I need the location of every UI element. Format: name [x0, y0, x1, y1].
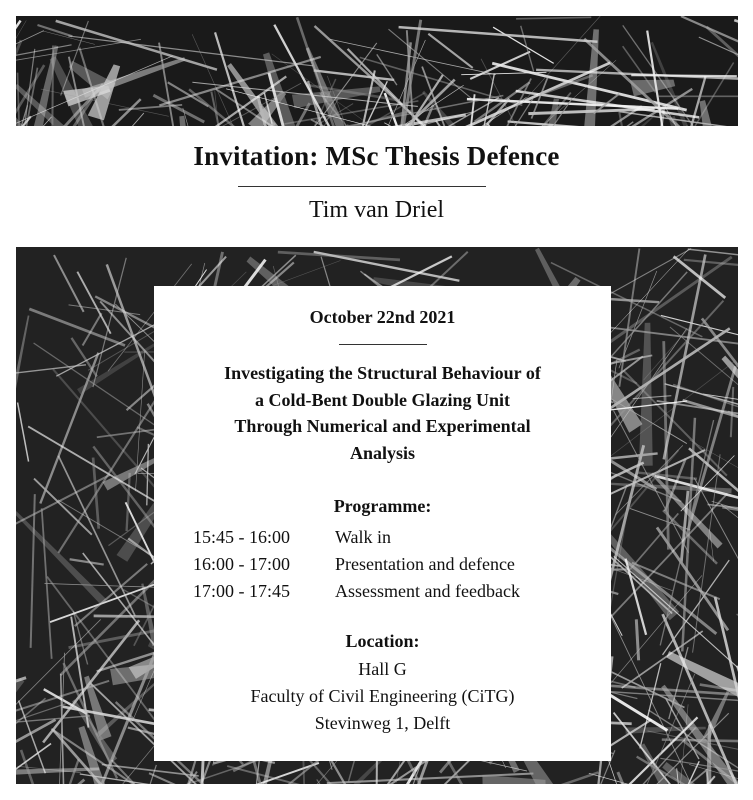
- thesis-title-line: Analysis: [349, 442, 416, 463]
- thesis-title-line: a Cold-Bent Double Glazing Unit: [254, 389, 511, 410]
- date-divider: [339, 344, 427, 345]
- defence-date: October 22nd 2021: [309, 307, 456, 327]
- invitation-card: [154, 286, 611, 761]
- programme-activity: Walk in: [335, 527, 392, 547]
- location-line: Stevinweg 1, Delft: [314, 713, 451, 733]
- location-line: Faculty of Civil Engineering (CiTG): [250, 686, 515, 706]
- top-banner-image: [16, 16, 738, 126]
- programme-activity: Presentation and defence: [335, 554, 515, 574]
- programme-item: [193, 551, 593, 578]
- programme-item: [193, 524, 593, 551]
- programme-time: 16:00 - 17:00: [193, 554, 290, 574]
- location-line: Hall G: [358, 659, 407, 679]
- glass-shards-photo: [16, 16, 738, 126]
- location-heading: Location:: [345, 631, 420, 651]
- programme-time: 15:45 - 16:00: [193, 527, 290, 547]
- thesis-title-line: Through Numerical and Experimental: [234, 416, 531, 436]
- programme-activity: Assessment and feedback: [335, 581, 520, 601]
- location-address: [154, 656, 611, 737]
- programme-heading: Programme:: [333, 496, 432, 516]
- thesis-title: [154, 360, 611, 466]
- title-divider: [238, 186, 486, 187]
- programme-item: [193, 578, 593, 605]
- page-title: Invitation: MSc Thesis Defence: [193, 141, 560, 171]
- thesis-title-line: Investigating the Structural Behaviour of: [224, 363, 541, 383]
- author-name: Tim van Driel: [308, 197, 445, 223]
- programme-time: 17:00 - 17:45: [193, 581, 290, 601]
- programme-list: [193, 524, 593, 605]
